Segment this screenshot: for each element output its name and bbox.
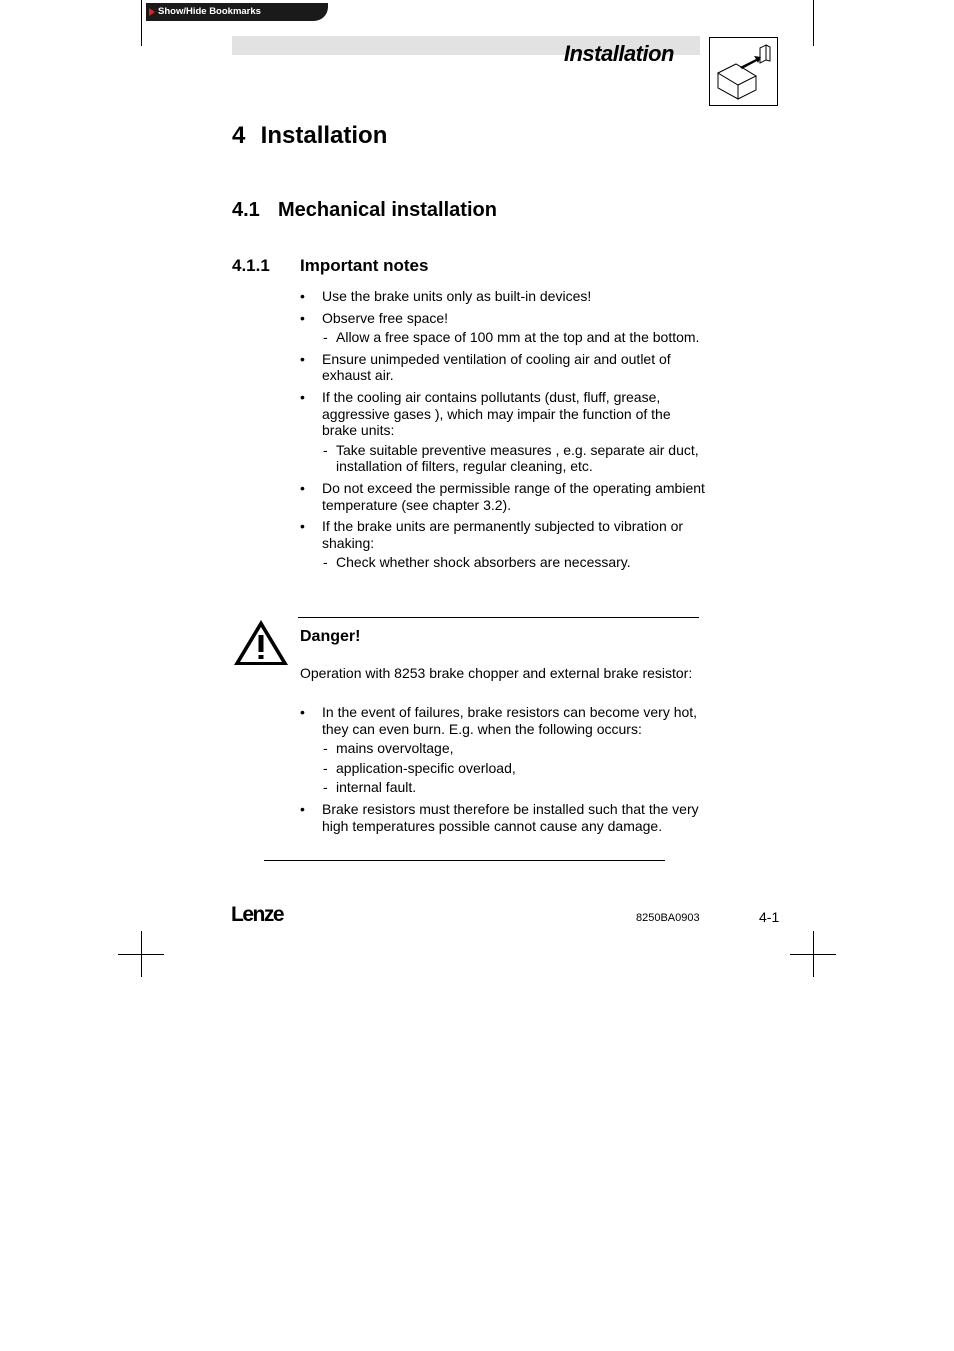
section-title-text: Mechanical installation: [278, 199, 497, 221]
lenze-logo: Lenze: [231, 903, 284, 926]
page-number: 4-1: [759, 909, 780, 925]
box-installation-icon: [709, 37, 778, 106]
section-number: 4.1: [232, 199, 260, 221]
notes-list: [300, 288, 705, 576]
chapter-title-text: Installation: [260, 122, 388, 149]
crop-mark: [813, 0, 814, 46]
danger-title: Danger!: [300, 628, 361, 645]
sub-list-item: - mains overvoltage,: [322, 740, 705, 757]
crop-mark: [790, 954, 836, 955]
subsection-title-text: Important notes: [300, 256, 429, 275]
warning-triangle-icon: [232, 618, 290, 668]
show-hide-bookmarks-button[interactable]: [146, 3, 328, 21]
sub-list-item: - Check whether shock absorbers are necessary.: [322, 554, 705, 571]
list-item: • In the event of failures, brake resistors can become very hot, they can even burn. E.g. when the following occurs: - mains overvoltage, - application-specific overload, - internal fault.: [300, 704, 705, 796]
divider: [298, 617, 699, 618]
list-item: • Ensure unimpeded ventilation of cooling air and outlet of exhaust air.: [300, 351, 705, 384]
chapter-title: [232, 122, 387, 150]
header-title: Installation: [563, 41, 674, 66]
bookmark-label: Show/Hide Bookmarks: [158, 6, 261, 17]
section-title: [232, 199, 497, 222]
list-item: • Brake resistors must therefore be installed such that the very high temperatures possible cannot cause any damage.: [300, 801, 705, 834]
divider: [264, 860, 665, 861]
list-item: • Use the brake units only as built-in devices!: [300, 288, 705, 305]
document-id: 8250BA0903: [636, 912, 700, 924]
crop-mark: [141, 0, 142, 46]
sub-list-item: - Allow a free space of 100 mm at the top and at the bottom.: [322, 329, 705, 346]
danger-list: [300, 704, 705, 839]
subsection-number: 4.1.1: [232, 256, 270, 275]
chapter-number: 4: [232, 122, 246, 149]
subsection-title: [232, 256, 428, 276]
arrow-right-icon: [149, 8, 155, 16]
sub-list-item: - internal fault.: [322, 779, 705, 796]
crop-mark: [118, 954, 164, 955]
list-item: • Do not exceed the permissible range of the operating ambient temperature (see chapter 3.2).: [300, 480, 705, 513]
list-item: • If the brake units are permanently subjected to vibration or shaking: - Check whether shock absorbers are necessary.: [300, 518, 705, 571]
list-item: • Observe free space! - Allow a free space of 100 mm at the top and at the bottom.: [300, 310, 705, 346]
danger-intro: Operation with 8253 brake chopper and external brake resistor:: [300, 665, 693, 681]
list-item: • If the cooling air contains pollutants (dust, fluff, grease, aggressive gases ), which may impair the function of the brake units: - Take suitable preventive measures , e.g. separate air duct, installation of filters, regular cleaning, etc.: [300, 389, 705, 475]
sub-list-item: - Take suitable preventive measures , e.g. separate air duct, installation of filters, regular cleaning, etc.: [322, 442, 705, 475]
sub-list-item: - application-specific overload,: [322, 760, 705, 777]
